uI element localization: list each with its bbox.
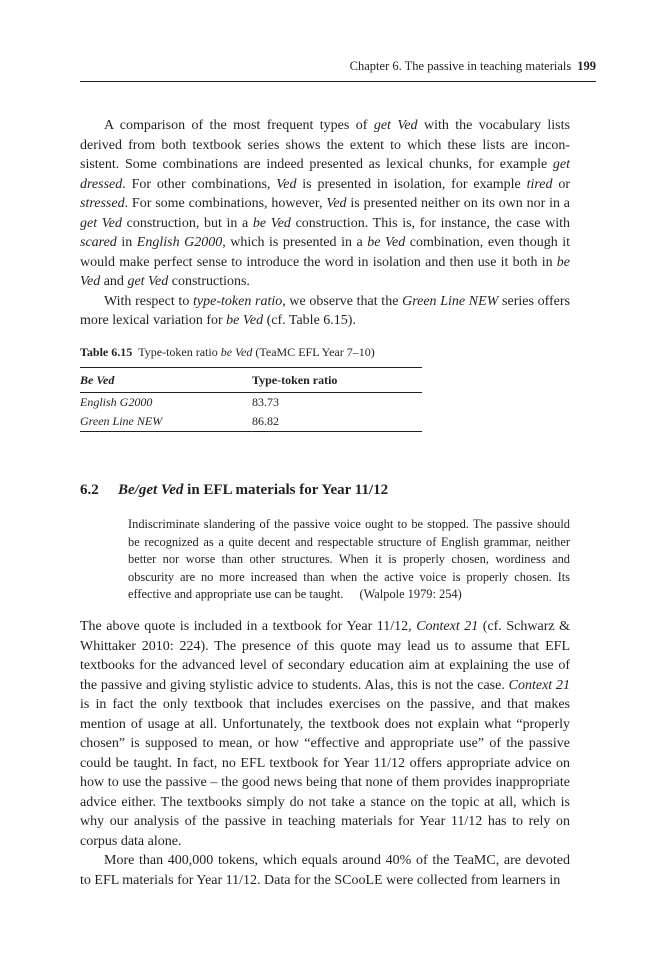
text-run: . For some combinations, however, xyxy=(124,196,327,211)
italic-term: be Ved xyxy=(252,215,291,231)
type-token-table xyxy=(80,367,422,432)
running-head xyxy=(80,58,596,74)
text-run: is presented in isolation, for example xyxy=(296,176,527,192)
text-run: (cf. Table 6.15). xyxy=(263,313,356,328)
text-run: or xyxy=(552,176,570,192)
italic-term: be Ved xyxy=(367,235,406,250)
quote-text: Indiscriminate slandering of the passive voice ought to be stopped. The passive should be recognized as a quite decent and respectable structure of English grammar, neither better nor worse than other structures. When it is properly chosen, wordiness and obscurity are no more increased than when the active voice is properly chosen. Its effective and appropriate use can be taught. xyxy=(128,517,570,601)
italic-term: Context 21 xyxy=(508,677,571,693)
column-header: Type-token ratio xyxy=(252,368,422,393)
text-run: With respect to xyxy=(104,293,194,309)
italic-term: Green Line NEW xyxy=(402,293,499,309)
paragraph xyxy=(80,116,570,292)
italic-term: be Ved xyxy=(226,313,264,328)
table-cell: 83.73 xyxy=(252,395,279,409)
text-run: The above quote is included in a textbook for Year 11/12, xyxy=(80,619,417,634)
section-text xyxy=(80,617,570,890)
text-run: is in fact the only textbook that includes exercises on the passive, and that makes mention of usage at all. Unfortunately, the textbook does not explain what “properly chosen” is supposed to mean, or how “effective and appropriate use” of the passive could be taught. In fact, no EFL textbook for Year 11/12 offers appropriate advice on how to use the passive – the good news being that none of them provides inappropriate advice either. The textbooks simply do not take a stance on the topic at all, which is why our analysis of the passive in teaching materials for Year 11/12 has to rely on corpus data alone. xyxy=(80,697,570,849)
text-run: combination, even though it would make perfect sense to introduce the word in isolation and then use it both in xyxy=(80,235,571,270)
table-caption-term: be Ved xyxy=(220,345,253,359)
table-header-row xyxy=(80,368,422,393)
header-rule xyxy=(80,81,596,82)
italic-term: scared xyxy=(80,235,117,250)
table-caption xyxy=(80,344,375,360)
text-run: series offers more lexical variation for xyxy=(80,293,571,328)
text-run: More than 400,000 tokens, which equals around 40% of the TeaMC, are devoted to EFL materials for Year 11/12. Data for the SCooLE were collected from learners in xyxy=(80,853,570,888)
text-run: construction, but in a xyxy=(121,215,253,231)
italic-term: English G2000 xyxy=(136,235,223,250)
italic-term: get dressed xyxy=(80,157,570,192)
text-run: construction. This is, for instance, the case with xyxy=(290,215,570,231)
section-heading xyxy=(80,480,388,500)
italic-term: Context 21 xyxy=(416,619,479,634)
chapter-title: Chapter 6. The passive in teaching materials xyxy=(349,59,572,73)
italic-term: type-token ratio xyxy=(193,293,283,309)
italic-term: stressed xyxy=(80,196,125,211)
italic-term: get Ved xyxy=(373,118,418,133)
text-run: (cf. Schwarz & Whittaker 2010: 224). The presence of this quote may lead us to assume that EFL textbooks for the advanced level of secondary education aim at explaining the use of the passive and giving stylistic advice to students. Alas, this is not the case. xyxy=(80,619,570,693)
paragraph xyxy=(80,851,570,890)
section-number: 6.2 xyxy=(80,482,99,498)
text-run: in xyxy=(116,235,137,250)
table-row xyxy=(80,412,422,432)
text-run: with the vocabulary lists derived from both textbook series shows the extent to which these lists are inconsistent. Some combinations are indeed presented as lexical chunks, for example xyxy=(80,118,570,172)
intro-text xyxy=(80,116,570,331)
table-cell: English G2000 xyxy=(80,395,153,409)
block-quote xyxy=(128,516,570,604)
paragraph xyxy=(80,617,570,851)
text-run: A comparison of the most frequent types of xyxy=(104,118,374,133)
italic-term: Ved xyxy=(276,176,297,192)
table-cell: 86.82 xyxy=(252,412,422,432)
text-run: , we observe that the xyxy=(282,293,403,309)
italic-term: get Ved xyxy=(127,274,169,289)
text-run: . For other combinations, xyxy=(122,176,277,192)
table-caption-text: Type-token ratio xyxy=(138,345,221,359)
table-row xyxy=(80,393,422,413)
italic-term: get Ved xyxy=(80,215,122,231)
quote-citation: (Walpole 1979: 254) xyxy=(359,587,462,601)
table-label: Table 6.15 xyxy=(80,345,133,359)
italic-term: Ved xyxy=(326,196,347,211)
section-title: in EFL materials for Year 11/12 xyxy=(183,482,389,498)
text-run: constructions. xyxy=(168,274,250,289)
section-title-term: Be/get Ved xyxy=(118,482,184,498)
table-cell: Green Line NEW xyxy=(80,412,252,432)
page-number: 199 xyxy=(577,59,596,73)
paragraph xyxy=(80,292,570,331)
column-header: Be Ved xyxy=(80,368,252,393)
text-run: and xyxy=(100,274,128,289)
text-run: , which is presented in a xyxy=(222,235,368,250)
italic-term: be Ved xyxy=(80,254,570,289)
italic-term: tired xyxy=(526,176,553,192)
text-run: is presented neither on its own nor in a xyxy=(346,196,571,211)
table-caption-scope: (TeaMC EFL Year 7–10) xyxy=(252,345,375,359)
